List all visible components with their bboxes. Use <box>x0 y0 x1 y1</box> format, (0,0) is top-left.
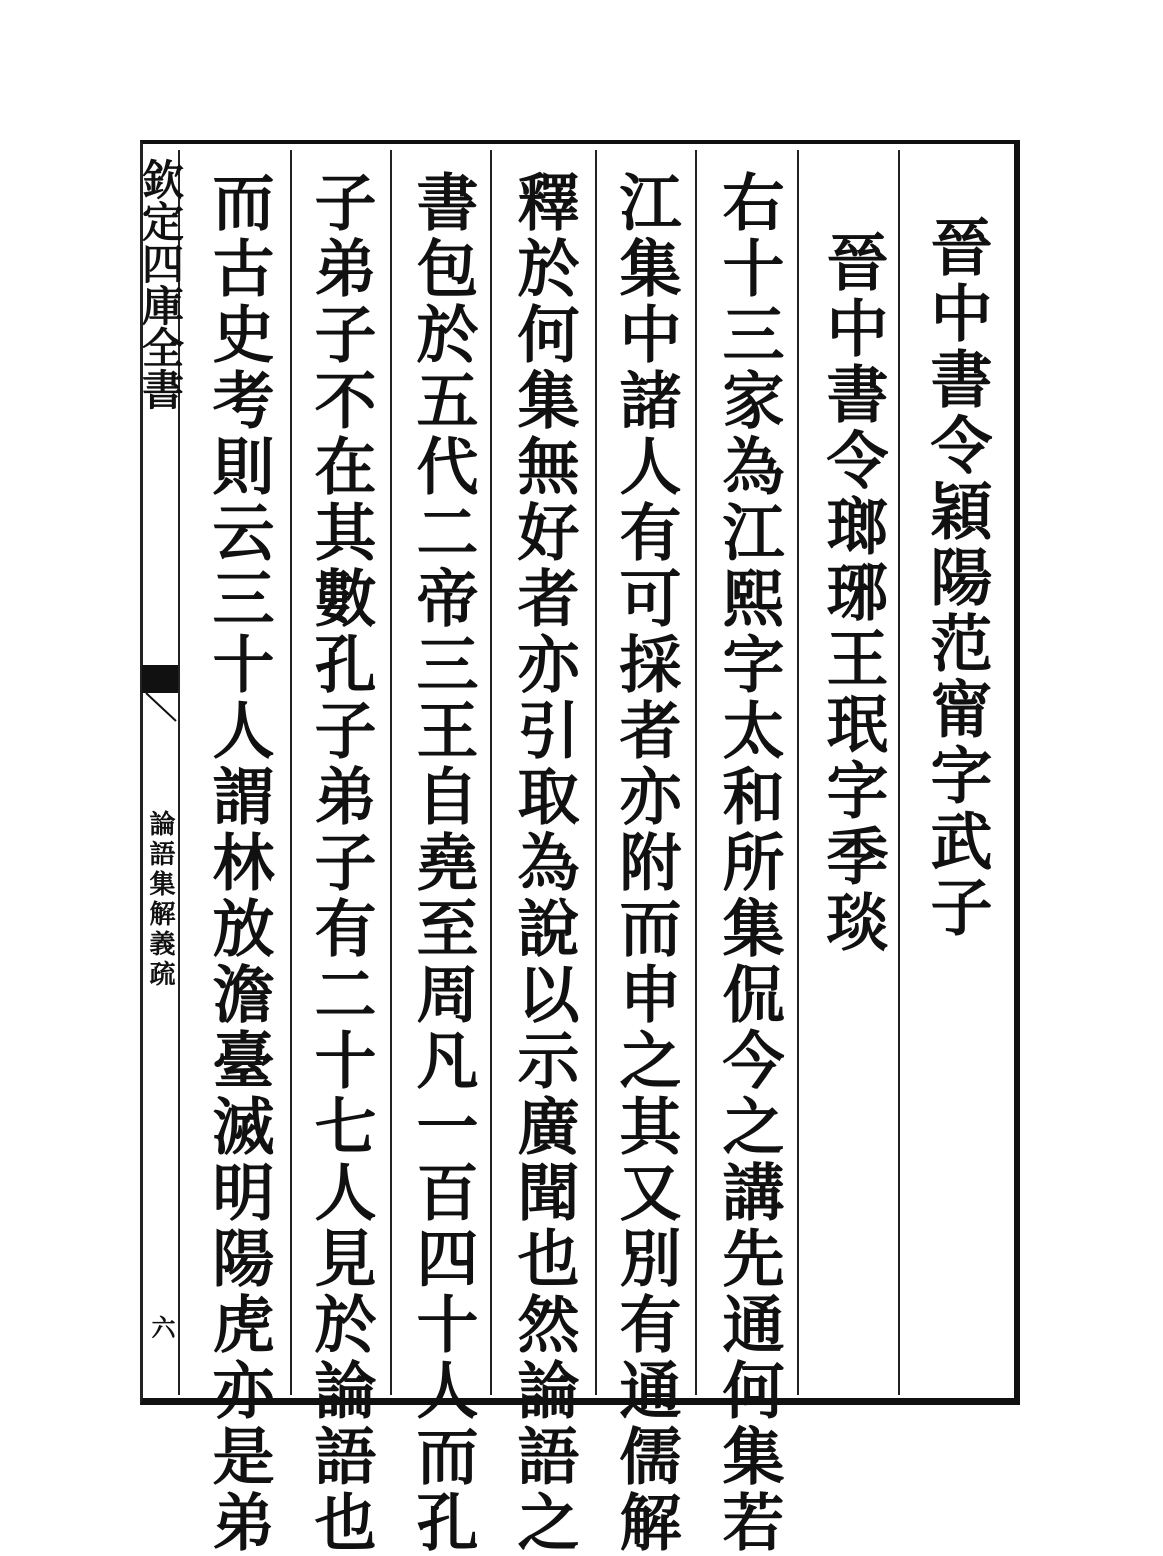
text-column-5: 釋於何集無好者亦引取為說以示廣聞也然論語之 <box>507 170 580 1556</box>
column-rule <box>797 150 799 1395</box>
book-title: 論語集解義疏 <box>145 810 175 990</box>
column-rule <box>290 150 292 1395</box>
column-rule <box>595 150 597 1395</box>
column-rule <box>695 150 697 1395</box>
fishtail-block <box>142 665 178 693</box>
text-column-3: 右十三家為江熙字太和所集侃今之講先通何集若 <box>712 170 785 1556</box>
text-column-6: 書包於五代二帝三王自堯至周凡一百四十人而孔 <box>406 170 479 1556</box>
text-column-8: 而古史考則云三十人謂林放澹臺滅明陽虎亦是弟 <box>202 170 275 1556</box>
text-column-4: 江集中諸人有可採者亦附而申之其又別有通儒解 <box>609 170 682 1556</box>
column-rule <box>898 150 900 1395</box>
text-column-1: 晉中書令穎陽范甯字武子 <box>920 215 993 941</box>
fishtail-mark-icon <box>142 693 178 723</box>
page-number: 六 <box>147 1315 176 1339</box>
column-rule <box>490 150 492 1395</box>
page-edge-strip <box>136 150 185 1395</box>
collection-title: 欽定四庫全書 <box>136 158 185 410</box>
column-rule <box>390 150 392 1395</box>
text-column-2: 晉中書令瑯琊王珉字季琰 <box>816 230 889 956</box>
text-column-7: 子弟子不在其數孔子弟子有二十七人見於論語也 <box>304 170 377 1556</box>
